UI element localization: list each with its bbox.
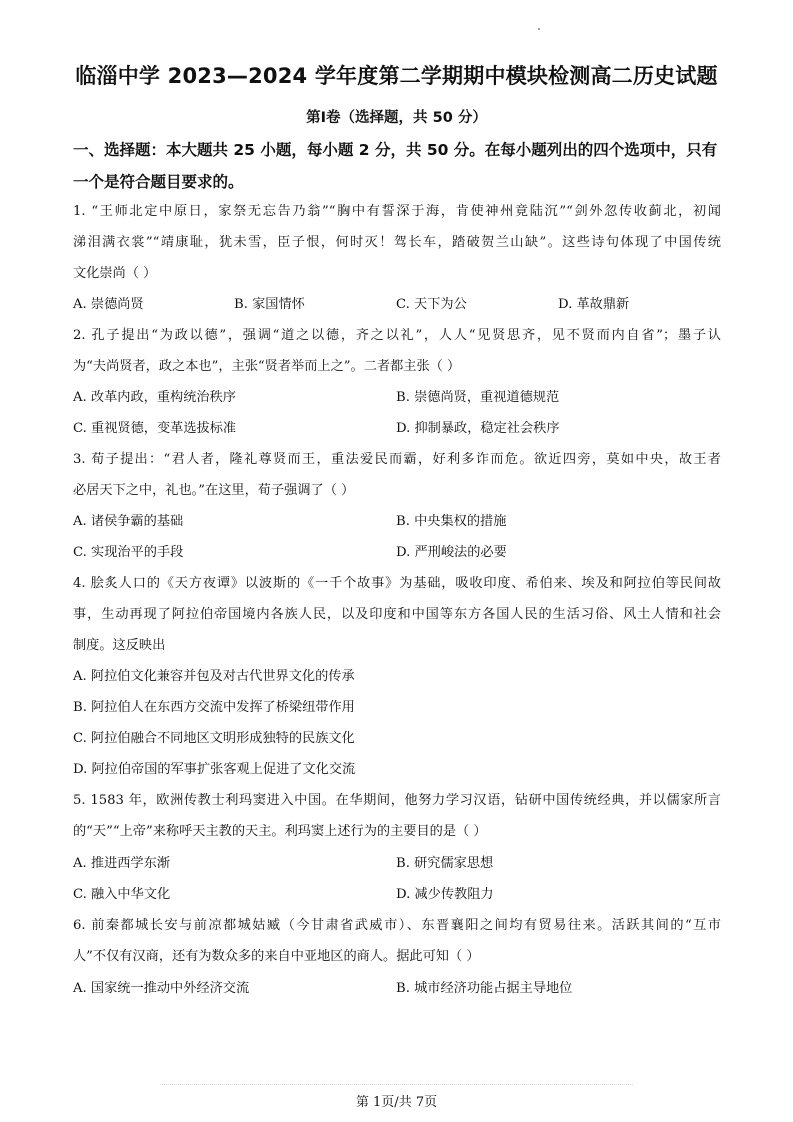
question-1-line-1: 1. “王师北定中原日，家祭无忘告乃翁”“胸中有誓深于海，肯使神州竟陆沉”“剑外忽传收蓟北，初闻 [73, 204, 721, 219]
question-3-option-a[interactable]: A. 诸侯争霸的基础 [73, 514, 184, 529]
page-number: 第 1页/共 7页 [355, 1095, 438, 1110]
question-1-option-d[interactable]: D. 革故鼎新 [558, 297, 630, 312]
question-3-line-1: 3. 荀子提出：“君人者，隆礼尊贤而王，重法爱民而霸，好利多诈而危。欲近四旁，莫如中央，故王者 [73, 452, 721, 467]
question-5-line-2: 的“天”“上帝”来称呼天主教的天主。利玛窦上述行为的主要目的是（ ） [73, 824, 487, 839]
question-1-option-a[interactable]: A. 崇德尚贤 [73, 297, 144, 312]
footer-divider [160, 1084, 633, 1085]
question-4-line-3: 制度。这反映出 [73, 638, 166, 653]
section-instruction-line2: 一个是符合题目要求的。 [73, 173, 244, 191]
question-2-option-c[interactable]: C. 重视贤德，变革选拔标准 [73, 421, 237, 436]
exam-title: 临淄中学 2023—2024 学年度第二学期期中模块检测高二历史试题 [75, 64, 718, 88]
question-5-option-b[interactable]: B. 研究儒家思想 [396, 856, 494, 871]
question-5-line-1: 5. 1583 年，欧洲传教士利玛窦进入中国。在华期间，他努力学习汉语，钻研中国传统经典，并以儒家所言 [73, 793, 721, 808]
question-2-option-a[interactable]: A. 改革内政，重构统治秩序 [73, 390, 236, 405]
question-5-option-c[interactable]: C. 融入中华文化 [73, 887, 171, 902]
question-3-option-d[interactable]: D. 严刑峻法的必要 [396, 545, 507, 560]
question-1-option-b[interactable]: B. 家国情怀 [234, 297, 305, 312]
question-4-option-d[interactable]: D. 阿拉伯帝国的军事扩张客观上促进了文化交流 [73, 762, 356, 777]
exam-part-heading: 第Ⅰ卷（选择题，共 50 分） [306, 110, 487, 126]
question-4-option-c[interactable]: C. 阿拉伯融合不同地区文明形成独特的民族文化 [73, 731, 355, 746]
question-6-option-b[interactable]: B. 城市经济功能占据主导地位 [396, 981, 573, 996]
question-4-option-a[interactable]: A. 阿拉伯文化兼容并包及对古代世界文化的传承 [73, 669, 355, 684]
question-3-line-2: 必居天下之中，礼也。”在这里，荀子强调了（ ） [73, 483, 355, 498]
question-6-line-2: 人”不仅有汉商，还有为数众多的来自中亚地区的商人。据此可知（ ） [73, 949, 480, 964]
scan-dot [538, 28, 540, 30]
question-3-option-c[interactable]: C. 实现治平的手段 [73, 545, 184, 560]
question-1-line-2: 涕泪满衣裳”“靖康耻，犹未雪，臣子恨，何时灭！驾长车，踏破贺兰山缺”。这些诗句体现了中国传统 [73, 235, 721, 250]
question-4-line-2: 事，生动再现了阿拉伯帝国境内各族人民，以及印度和中国等东方各国人民的生活习俗、风土人情和社会 [73, 607, 721, 622]
question-5-option-d[interactable]: D. 减少传教阻力 [396, 887, 494, 902]
section-instruction-line1: 一、选择题：本大题共 25 小题，每小题 2 分，共 50 分。在每小题列出的四个选项中，只有 [73, 141, 718, 159]
question-5-option-a[interactable]: A. 推进西学东渐 [73, 856, 171, 871]
question-1-option-c[interactable]: C. 天下为公 [396, 297, 467, 312]
question-6-option-a[interactable]: A. 国家统一推动中外经济交流 [73, 981, 250, 996]
question-6-line-1: 6. 前秦都城长安与前凉都城姑臧（今甘肃省武威市）、东晋襄阳之间均有贸易往来。活跃其间的“互市 [73, 918, 721, 933]
question-4-line-1: 4. 脍炙人口的《天方夜谭》以波斯的《一千个故事》为基础，吸收印度、希伯来、埃及和阿拉伯等民间故 [73, 576, 721, 591]
question-2-option-b[interactable]: B. 崇德尚贤，重视道德规范 [396, 390, 560, 405]
question-2-line-1: 2. 孔子提出“为政以德”，强调“道之以德，齐之以礼”，人人“见贤思齐，见不贤而内自省”；墨子认 [73, 328, 721, 343]
question-1-line-3: 文化崇尚（ ） [73, 266, 157, 281]
question-3-option-b[interactable]: B. 中央集权的措施 [396, 514, 507, 529]
question-2-option-d[interactable]: D. 抑制暴政，稳定社会秩序 [396, 421, 560, 436]
question-2-line-2: 为“夫尚贤者，政之本也”，主张“贤者举而上之”。二者都主张（ ） [73, 359, 461, 374]
question-4-option-b[interactable]: B. 阿拉伯人在东西方交流中发挥了桥梁纽带作用 [73, 700, 355, 715]
